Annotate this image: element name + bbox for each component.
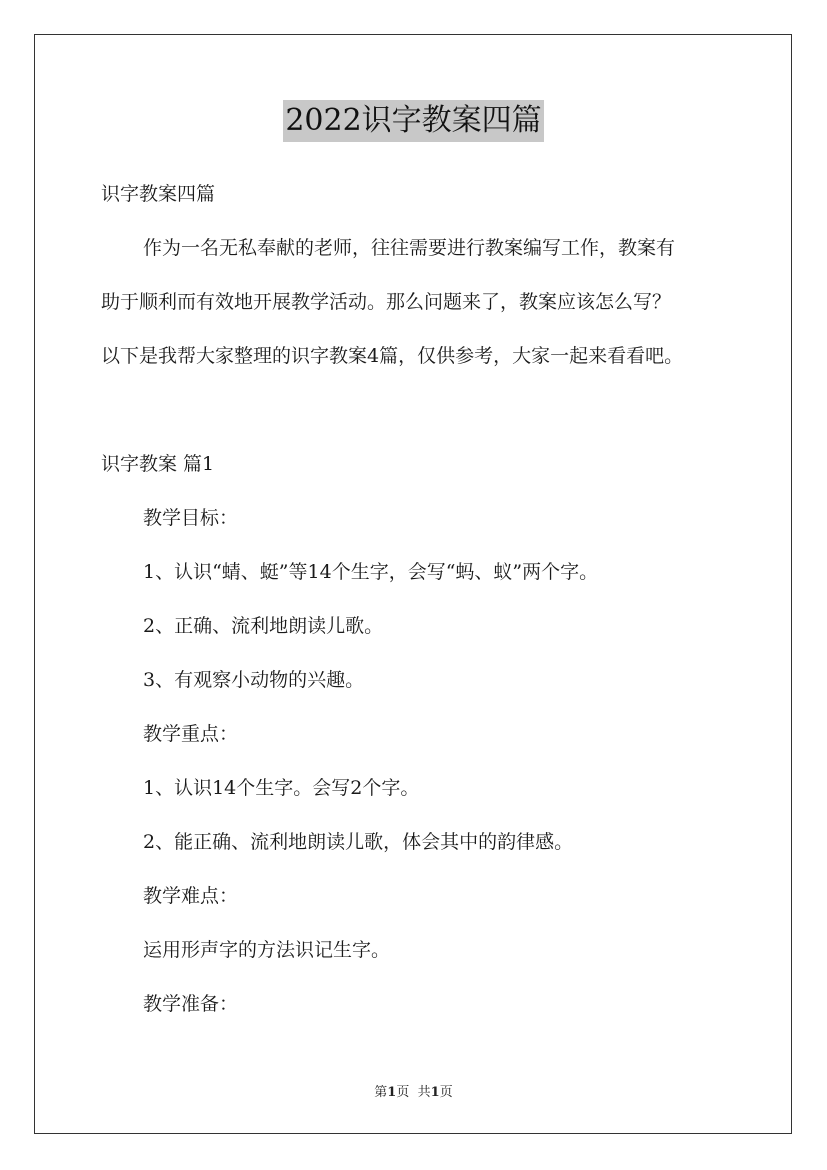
document-subtitle: 识字教案四篇 (101, 183, 216, 205)
body-line: 2、能正确、流利地朗读儿歌，体会其中的韵律感。 (143, 831, 574, 853)
page-footer (0, 1084, 827, 1102)
body-line: 教学难点： (143, 885, 239, 907)
body-line: 1、认识14个生字。会写2个字。 (143, 777, 420, 799)
footer-page-prefix: 第 (374, 1085, 388, 1100)
footer-total-prefix: 共 (417, 1085, 431, 1100)
footer-page-unit: 页 (396, 1085, 410, 1100)
intro-line-3: 以下是我帮大家整理的识字教案4篇，仅供参考，大家一起来看看吧。 (101, 345, 684, 367)
footer-total-pages: 1 (430, 1085, 440, 1100)
body-line: 2、正确、流利地朗读儿歌。 (143, 615, 384, 637)
intro-line-1: 作为一名无私奉献的老师，往往需要进行教案编写工作，教案有 (143, 237, 676, 259)
body-line: 教学重点： (143, 723, 239, 745)
footer-page-current: 1 (387, 1085, 397, 1100)
body-line: 3、有观察小动物的兴趣。 (143, 669, 365, 691)
body-line: 运用形声字的方法识记生字。 (143, 939, 391, 961)
section-heading: 识字教案 篇1 (101, 453, 215, 475)
body-line: 1、认识“蜻、蜓”等14个生字，会写“蚂、蚁”两个字。 (143, 561, 599, 583)
body-line: 教学准备： (143, 993, 239, 1015)
body-line: 教学目标： (143, 507, 239, 529)
intro-line-2: 助于顺利而有效地开展教学活动。那么问题来了，教案应该怎么写？ (101, 291, 672, 313)
title-container (0, 100, 827, 142)
footer-total-unit: 页 (439, 1085, 453, 1100)
document-title: 2022识字教案四篇 (283, 100, 543, 142)
